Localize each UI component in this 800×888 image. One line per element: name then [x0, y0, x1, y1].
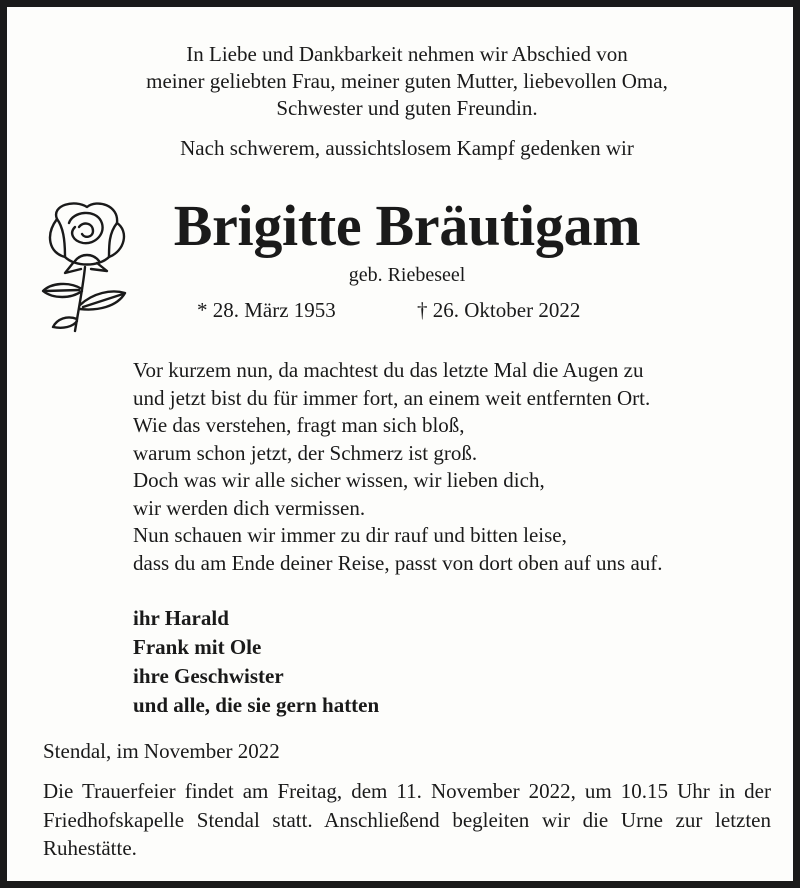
mourner: ihre Geschwister	[133, 664, 284, 688]
intro-line: In Liebe und Dankbarkeit nehmen wir Abschied von	[186, 42, 628, 66]
mourner: und alle, die sie gern hatten	[133, 693, 380, 717]
poem-line: und jetzt bist du für immer fort, an einem weit entfernten Ort.	[133, 385, 651, 410]
poem	[133, 357, 773, 577]
mourner: ihr Harald	[133, 606, 229, 630]
birth-date: * 28. März 1953	[197, 298, 336, 322]
mourners-list	[133, 604, 379, 720]
intro-line: Nach schwerem, aussichtslosem Kampf gedenken wir	[180, 136, 634, 160]
born-name: geb. Riebeseel	[348, 264, 466, 286]
death-date: † 26. Oktober 2022	[417, 298, 581, 322]
poem-line: Vor kurzem nun, da machtest du das letzte Mal die Augen zu	[133, 358, 644, 382]
funeral-notice: Die Trauerfeier findet am Freitag, dem 11. November 2022, um 10.15 Uhr in der Friedhofskapelle Stendal statt. Anschließend begleiten wir die Urne zur letzten Ruhestätte.	[43, 779, 771, 860]
poem-line: Wie das verstehen, fragt man sich bloß,	[133, 413, 465, 437]
poem-line: warum schon jetzt, der Schmerz ist groß.	[133, 440, 478, 465]
deceased-name: Brigitte Bräutigam	[173, 193, 641, 258]
place-date: Stendal, im November 2022	[43, 739, 280, 763]
poem-line: Nun schauen wir immer zu dir rauf und bitten leise,	[133, 523, 567, 547]
poem-line: dass du am Ende deiner Reise, passt von dort oben auf uns auf.	[133, 550, 663, 575]
intro-line: Schwester und guten Freundin.	[276, 96, 538, 120]
intro-line: meiner geliebten Frau, meiner guten Mutter, liebevollen Oma,	[146, 69, 668, 93]
poem-line: Doch was wir alle sicher wissen, wir lieben dich,	[133, 468, 545, 492]
poem-line: wir werden dich vermissen.	[133, 495, 366, 520]
mourner: Frank mit Ole	[133, 635, 262, 659]
intro-text	[7, 41, 800, 162]
